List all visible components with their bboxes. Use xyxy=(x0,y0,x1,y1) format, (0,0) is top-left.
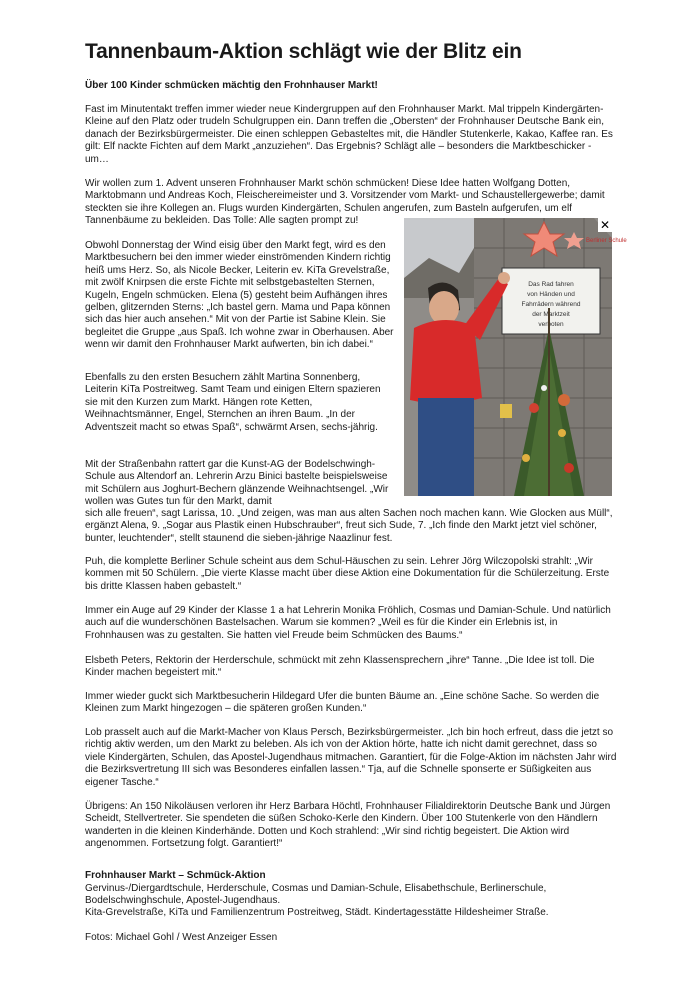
paragraph-kunst-ag-cont: sich alle freuen“, sagt Larissa, 10. „Und zeigen, was man aus alten Sachen noch machen kann. Wie Glocken aus Müll“, ergänzt Alena, 9. „Sogar aus Plastik einen Hubschrauber“, freut sich Sude, 7. „Ich finde den Markt jetzt viel schöner, bunter, leuchtender“, stellt staunend die sieben-jährige Naazlinur fest. xyxy=(85,508,613,544)
paragraph-wind: Obwohl Donnerstag der Wind eisig über den Markt fegt, wird es den Marktbesuchern bei den immer wieder einströmenden Kindern richtig heiß ums Herz. So, als Nicole Becker, Leiterin ev. KiTa Grevelstraße, mit zwölf Knirpsen die erste Fichte mit selbstgebastelten Sternen, Kugeln, Engeln schmücken. Elena (5) gesteht beim Aufhängen ihres gelben, glitzernden Sterns: „Ich bastel gern. Mama und Papa können sich das hier auch ansehen.“ Mit von der Partie ist Sabine Klein. Sie begleitet die Gruppe „aus Spaß. Ich wohne zwar in Oberhausen. Aber wenn wir damit den Frohnhauser Markt aufwerten, bin ich dabei.“ xyxy=(85,240,394,351)
article-title: Tannenbaum-Aktion schlägt wie der Blitz ein xyxy=(85,40,522,63)
photo-credit: Fotos: Michael Gohl / West Anzeiger Essen xyxy=(85,932,278,943)
paragraph-intro: Fast im Minutentakt treffen immer wieder neue Kindergruppen auf den Frohnhauser Markt. Mal trippeln Kindergärten-Kleine auf den Platz oder trudeln Schulgruppen ein. Dann treffen die „Obersten“ der Frohnhauser Deutsche Bank ein, danach der Bezirksbürgermeister. Die einen schleppen Gebasteltes mit, die Händler Stutenkerle, Kakao, Kaffee ran. Es gilt: Elf nackte Fichten auf dem Markt „anzuziehen“. Das Ergebnis? Schlägt alle – besonders die Marktbeschicker - um… xyxy=(85,104,613,165)
child-jacket xyxy=(410,320,482,404)
paragraph-persch: Lob prasselt auch auf die Markt-Macher von Klaus Persch, Bezirksbürgermeister. „Ich bin hoch erfreut, dass die jetzt so richtig aktiv werden, um den Markt zu beleben. Als ich von der Aktion hörte, hatte ich nicht damit gerechnet, dass so viele Kindergärten, Schulen, das Apostel-Jugendhaus mitmachen. Garantiert, für die Folge-Aktion im nächsten Jahr wird die Bezirksvertretung III sich was Besonderes einfallen lassen.“ Tja, auf die Schnelle sponserte er Süßigkeiten aus eigener Tasche.“ xyxy=(85,727,617,788)
footer-schools-line2: Bodelschwinghschule, Apostel-Jugendhaus. xyxy=(85,895,281,906)
svg-text:verboten: verboten xyxy=(538,321,564,328)
svg-text:der Marktzeit: der Marktzeit xyxy=(532,311,570,318)
paragraph-kunst-ag: Mit der Straßenbahn rattert gar die Kunst-AG der Bodelschwingh-Schule aus Altendorf an. Lehrerin Arzu Binici bastelte beispielsweise mit Schülern aus Joghurt-Bechern glänzende Weihnachtsengel. „Wir wollen was Gutes tun für den Markt, damit xyxy=(85,459,389,508)
svg-text:Berliner Schule: Berliner Schule xyxy=(586,238,627,244)
paragraph-hildegard: Immer wieder guckt sich Marktbesucherin Hildegard Ufer die bunten Bäume an. „Eine schöne Sache. So werden die Kleinen zum Markt hingezogen – die späteren großen Kunden.“ xyxy=(85,691,600,715)
footer-heading: Frohnhauser Markt – Schmück-Aktion xyxy=(85,870,266,881)
paragraph-idea: Wir wollen zum 1. Advent unseren Frohnhauser Markt schön schmücken! Diese Idee hatten Wolfgang Dotten, Marktobmann und Andreas Koch, Fleischereimeister und 3. Vorsitzender vom Markt- und Schaustellergewerbe; damit steckten sie ihre Kollegen an. Flugs wurden Kindergärten, Schulen angerufen, zum Basteln aufgerufen, um elf Tannenbäume zu bekleiden. Das Tolle: Alle sagten prompt zu! xyxy=(85,178,605,227)
paragraph-sonnenberg: Ebenfalls zu den ersten Besuchern zählt Martina Sonnenberg, Leiterin KiTa Postreitweg. Samt Team und einigen Eltern spazieren sie mit den Kurzen zum Markt. Hängen rote Ketten, Weihnachtsmänner, Engel, Sternchen an ihren Baum. „In der Adventszeit macht so etwas Spaß“, schwärmt Arsen, sechs-jährig. xyxy=(85,372,381,433)
article-photo xyxy=(404,218,627,496)
article-subtitle: Über 100 Kinder schmücken mächtig den Frohnhauser Markt! xyxy=(85,80,378,91)
paragraph-cosmas-damian: Immer ein Auge auf 29 Kinder der Klasse 1 a hat Lehrerin Monika Fröhlich, Cosmas und Damian-Schule. Und natürlich auch auf die wunderschönen Bastelsachen. Warum sie kommen? „Weil es für die Kinder ein Erlebnis ist, in Frohnhausen was zu gestalten. Sie hatten viel Freude beim Schmücken des Baums.“ xyxy=(85,605,611,641)
paragraph-berliner-schule: Puh, die komplette Berliner Schule scheint aus dem Schul-Häuschen zu sein. Lehrer Jörg Wilczopolski strahlt: „Wir kommen mit 50 Schülern. „Die vierte Klasse macht über diese Aktion eine Dokumentation für die Schülerzeitung. Erste bis dritte Klassen haben gebastelt.“ xyxy=(85,556,610,592)
footer-kitas-line: Kita-Grevelstraße, KiTa und Familienzentrum Postreitweg, Städt. Kindertagesstätte Hildesheimer Straße. xyxy=(85,907,549,918)
svg-text:Das Rad fahren: Das Rad fahren xyxy=(528,281,574,288)
close-icon[interactable]: ✕ xyxy=(599,218,611,232)
footer-schools-line1: Gervinus-/Diergardtschule, Herderschule, Cosmas und Damian-Schule, Elisabethschule, Berlinerschule, xyxy=(85,883,547,894)
svg-text:von Händen und: von Händen und xyxy=(527,291,575,298)
paragraph-herderschule: Elsbeth Peters, Rektorin der Herderschule, schmückt mit zehn Klassensprechern „ihre“ Tanne. „Die Idee ist toll. Die Kinder machen begeistert mit.“ xyxy=(85,655,595,679)
paragraph-uebrigens: Übrigens: An 150 Nikoläusen verloren ihr Herz Barbara Höchtl, Frohnhauser Filialdirektorin Deutsche Bank und Jürgen Scheidt, Stellvertreter. Sie spendeten die süßen Schoko-Kerle den Kindern. Über 100 Stutenkerle von den Händlern wanderten in die kleinen Kinderhände. Dotten und Koch strahlend: „Wir sind richtig begeistert. Die Aktion wird angenommen. Fortsetzung folgt. Garantiert!“ xyxy=(85,801,611,850)
photo-illustration xyxy=(404,218,627,496)
svg-text:Fahrrädern während: Fahrrädern während xyxy=(521,301,581,308)
